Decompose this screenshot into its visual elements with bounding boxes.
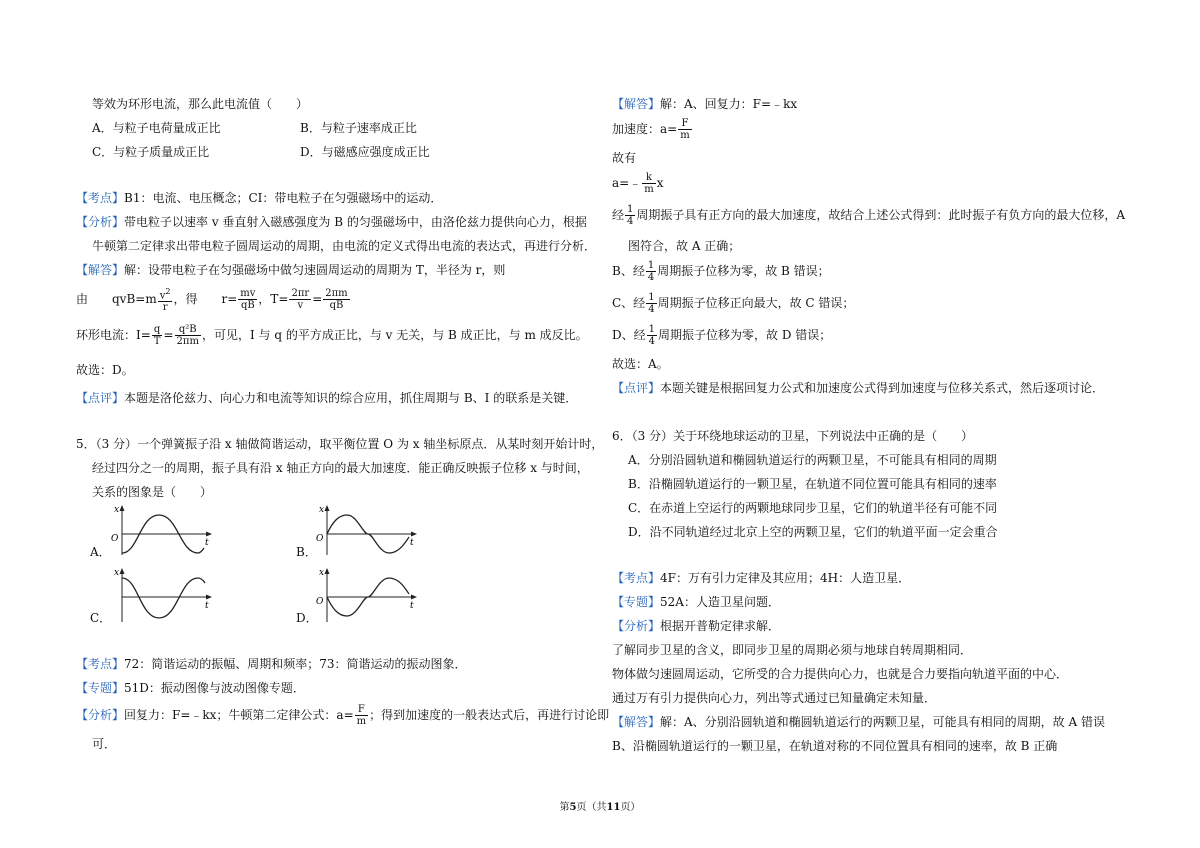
t-label: t: [205, 601, 209, 611]
q4-answer: 故选：D。: [76, 363, 134, 377]
q5-jieda-a-line2: 图符合，故 A 正确；: [628, 239, 741, 253]
q5-stem-1: 5．（3 分）一个弹簧振子沿 x 轴做简谐运动，取平衡位置 O 为 x 轴坐标原点．从某时刻开始计时，: [76, 437, 604, 451]
q5-kaodian: 【考点】72：简谐运动的振幅、周期和频率；73：简谐运动的振动图象．: [76, 657, 467, 671]
page-footer: 第5页（共11页）: [559, 802, 641, 813]
zhuanti-tag: 【专题】: [76, 681, 125, 695]
q5-graph-a: [108, 503, 218, 558]
q5-option-c-label: C．: [90, 611, 112, 625]
q5-fenxi-line2: 可．: [92, 737, 117, 751]
q5-option-a-label: A．: [90, 545, 111, 559]
q4-tail: 等效为环形电流，那么此电流值（ ）: [92, 97, 309, 111]
t-label: t: [205, 538, 209, 548]
q4-fenxi-line2: 牛顿第二定律求出带电粒子圆周运动的周期，由电流的定义式得出电流的表达式，再进行分析．: [92, 239, 597, 253]
q4-jieda: 【解答】解：设带电粒子在匀强磁场中做匀速圆周运动的周期为 T，半径为 r，则: [76, 263, 506, 277]
t-label: t: [410, 538, 414, 548]
q5-zhuanti: 【专题】51D：振动图像与波动图像专题．: [76, 681, 305, 695]
jieda-tag: 【解答】: [76, 263, 125, 277]
guyou-text: 故有: [612, 151, 637, 165]
q4-kaodian: 【考点】B1：电流、电压概念；CI：带电粒子在匀强磁场中的运动．: [76, 191, 443, 205]
dianping-tag: 【点评】: [76, 391, 125, 405]
dianping-tag: 【点评】: [612, 381, 661, 395]
q4-option-a: A．与粒子电荷量成正比: [92, 121, 221, 135]
q4-option-c: C．与粒子质量成正比: [92, 145, 210, 159]
q5-jieda: 【解答】解：A、回复力：F=﹣kx: [612, 97, 798, 111]
x-label: x: [114, 505, 120, 515]
t-label: t: [410, 601, 414, 611]
q4-option-b: B．与粒子速率成正比: [300, 121, 417, 135]
fenxi-tag: 【分析】: [76, 215, 125, 229]
x-label: x: [114, 568, 120, 578]
q5-jieda-c: C、经 $\frac{1}{4}$ 周期振子位移正向最大，故 C 错误；: [612, 292, 855, 315]
x-label: x: [319, 505, 325, 515]
q4-fenxi: 【分析】带电粒子以速率 v 垂直射入磁感强度为 B 的匀强磁场中，由洛伦兹力提供向心力，根据: [76, 215, 587, 229]
kaodian-tag: 【考点】: [612, 571, 661, 585]
kaodian-tag: 【考点】: [76, 191, 125, 205]
page-number: 5: [569, 802, 577, 813]
origin-label: O: [111, 534, 119, 544]
q6-jieda: 【解答】解：A、分别沿圆轨道和椭圆轨道运行的两颗卫星，可能具有相同的周期，故 A 错误: [612, 715, 1105, 729]
q4-equation-2: 环形电流：I= $\frac{q}{T}$ = $\frac{\text{q²B}}{2\pi m}$ ，可见，I 与 q 的平方成正比，与 v 无关，与 B 成正比，与 m 成反比。: [76, 324, 588, 347]
q5-option-d-label: D．: [296, 611, 318, 625]
a-equation: a=﹣ $\frac{k}{m}$ x: [612, 172, 664, 195]
origin-label: O: [316, 597, 324, 607]
q6-para-1: 了解同步卫星的含义，即同步卫星的周期必须与地球自转周期相同．: [612, 643, 973, 657]
q6-fenxi: 【分析】根据开普勒定律求解．: [612, 619, 781, 633]
q5-graph-b: [313, 503, 423, 558]
q6-jieda-line2: B、沿椭圆轨道运行的一颗卫星，在轨道对称的不同位置具有相同的速率，故 B 正确: [612, 739, 1058, 753]
q6-stem: 6．（3 分）关于环绕地球运动的卫星，下列说法中正确的是（ ）: [612, 429, 974, 443]
q4-option-d: D．与磁感应强度成正比: [300, 145, 430, 159]
q4-equation-1: 由 qvB=m $\frac{v^2}{r}$ ，得 r= $\frac{mv}{qB}$ ，T= $\frac{2\pi r}{v}$ = $\frac{2\pi m}{qB}$: [76, 286, 348, 314]
q6-option-b: B．沿椭圆轨道运行的一颗卫星，在轨道不同位置可能具有相同的速率: [628, 477, 997, 491]
acceleration-formula: 加速度：a= $\frac{F}{m}$: [612, 118, 690, 141]
q5-option-b-label: B．: [296, 545, 317, 559]
q5-stem-2: 经过四分之一的周期，振子具有沿 x 轴正方向的最大加速度．能正确反映振子位移 x 与时间，: [92, 461, 589, 475]
q4-dianping: 【点评】本题是洛伦兹力、向心力和电流等知识的综合应用，抓住周期与 B、I 的联系是关键．: [76, 391, 578, 405]
q6-option-c: C．在赤道上空运行的两颗地球同步卫星，它们的轨道半径有可能不同: [628, 501, 998, 515]
q5-dianping: 【点评】本题关键是根据回复力公式和加速度公式得到加速度与位移关系式，然后逐项讨论．: [612, 381, 1105, 395]
zhuanti-tag: 【专题】: [612, 595, 661, 609]
q6-zhuanti: 【专题】52A：人造卫星问题．: [612, 595, 780, 609]
q5-jieda-a: 经 $\frac{1}{4}$ 周期振子具有正方向的最大加速度，故结合上述公式得到：此时振子有负方向的最大位移，A: [612, 204, 1126, 227]
origin-label: O: [316, 534, 324, 544]
kaodian-tag: 【考点】: [76, 657, 125, 671]
q5-answer: 故选：A。: [612, 357, 669, 371]
fenxi-tag: 【分析】: [612, 619, 661, 633]
x-label: x: [319, 568, 325, 578]
page-total: 11: [606, 802, 621, 813]
fenxi-tag: 【分析】: [76, 708, 125, 722]
q6-option-a: A．分别沿圆轨道和椭圆轨道运行的两颗卫星，不可能具有相同的周期: [628, 453, 997, 467]
q5-jieda-b: B、经 $\frac{1}{4}$ 周期振子位移为零，故 B 错误；: [612, 260, 830, 283]
jieda-tag: 【解答】: [612, 715, 661, 729]
q5-graph-d: [313, 566, 423, 624]
q6-para-2: 物体做匀速圆周运动，它所受的合力提供向心力，也就是合力要指向轨道平面的中心．: [612, 667, 1069, 681]
q6-option-d: D．沿不同轨道经过北京上空的两颗卫星，它们的轨道平面一定会重合: [628, 525, 998, 539]
q5-fenxi: 【分析】回复力：F=﹣kx；牛顿第二定律公式：a= $\frac{F}{m}$ ；得到加速度的一般表达式后，再进行讨论即: [76, 704, 610, 727]
jieda-tag: 【解答】: [612, 97, 661, 111]
q6-para-3: 通过万有引力提供向心力，列出等式通过已知量确定未知量．: [612, 691, 937, 705]
q6-kaodian: 【考点】4F：万有引力定律及其应用；4H：人造卫星．: [612, 571, 911, 585]
q5-jieda-d: D、经 $\frac{1}{4}$ 周期振子位移为零，故 D 错误；: [612, 324, 832, 347]
q5-graph-c: [108, 566, 218, 624]
q5-stem-3: 关系的图象是（ ）: [92, 485, 213, 499]
